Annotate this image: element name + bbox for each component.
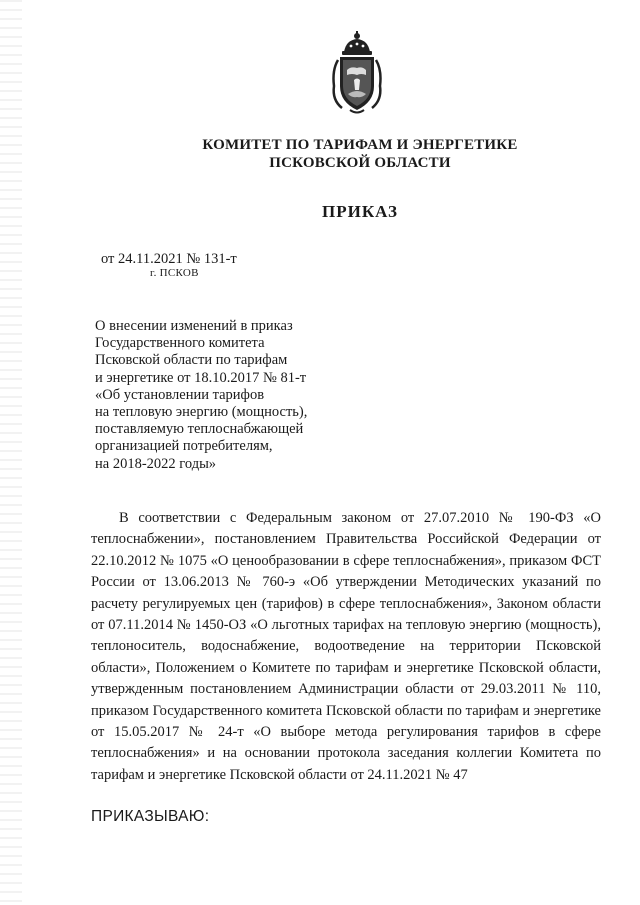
date-and-number: от 24.11.2021 № 131-т (101, 251, 237, 267)
scan-edge (0, 0, 22, 905)
subject-line: О внесении изменений в приказ (95, 318, 293, 334)
subject-line: «Об установлении тарифов (95, 386, 265, 403)
subject-line: на 2018-2022 годы» (95, 455, 217, 472)
city-label: г. ПСКОВ (150, 267, 199, 279)
org-title-line2: ПСКОВСКОЙ ОБЛАСТИ (269, 155, 451, 171)
preamble-paragraph: В соответствии с Федеральным законом от 27.07.2010 № 190-ФЗ «О теплоснабжении», постановлением Правительства Российской Федерации от 22.10.2012 № 1075 «О ценообразовании в сфере теплоснабжения», приказом ФСТ России от 13.06.2013 № 760-э «Об утверждении Методических указаний по расчету регулируемых цен (тарифов) в сфере теплоснабжения», Законом области от 07.11.2014 № 1450-ОЗ «О льготных тарифах на тепловую энергию (мощность), теплоноситель, водоснабжение, водоотведение на территории Псковской области», Положением о Комитете по тарифам и энергетике Псковской области, утвержденным постановлением Администрации области от 29.03.2011 № 110, приказом Государственного комитета Псковской области по тарифам и энергетике от 15.05.2017 № 24-т «О выборе метода регулирования тарифов в сфере теплоснабжения» и на основании протокола заседания коллегии Комитета по тарифам и энергетике Псковской области от 24.11.2021 № 47 (91, 510, 601, 783)
subject-line: поставляемую теплоснабжающей (95, 421, 304, 438)
subject-block (95, 318, 355, 473)
order-word: ПРИКАЗЫВАЮ: (91, 808, 210, 825)
subject-line: на тепловую энергию (мощность), (95, 404, 308, 421)
document-type: ПРИКАЗ (322, 202, 398, 221)
subject-line: и энергетике от 18.10.2017 № 81-т (95, 369, 307, 386)
pskov-coat-of-arms-icon (324, 30, 390, 116)
subject-line: организацией потребителям, (95, 438, 273, 455)
subject-line: Псковской области по тарифам (95, 352, 288, 369)
org-title-line1: КОМИТЕТ ПО ТАРИФАМ И ЭНЕРГЕТИКЕ (202, 137, 518, 153)
subject-line: Государственного комитета (95, 335, 265, 352)
